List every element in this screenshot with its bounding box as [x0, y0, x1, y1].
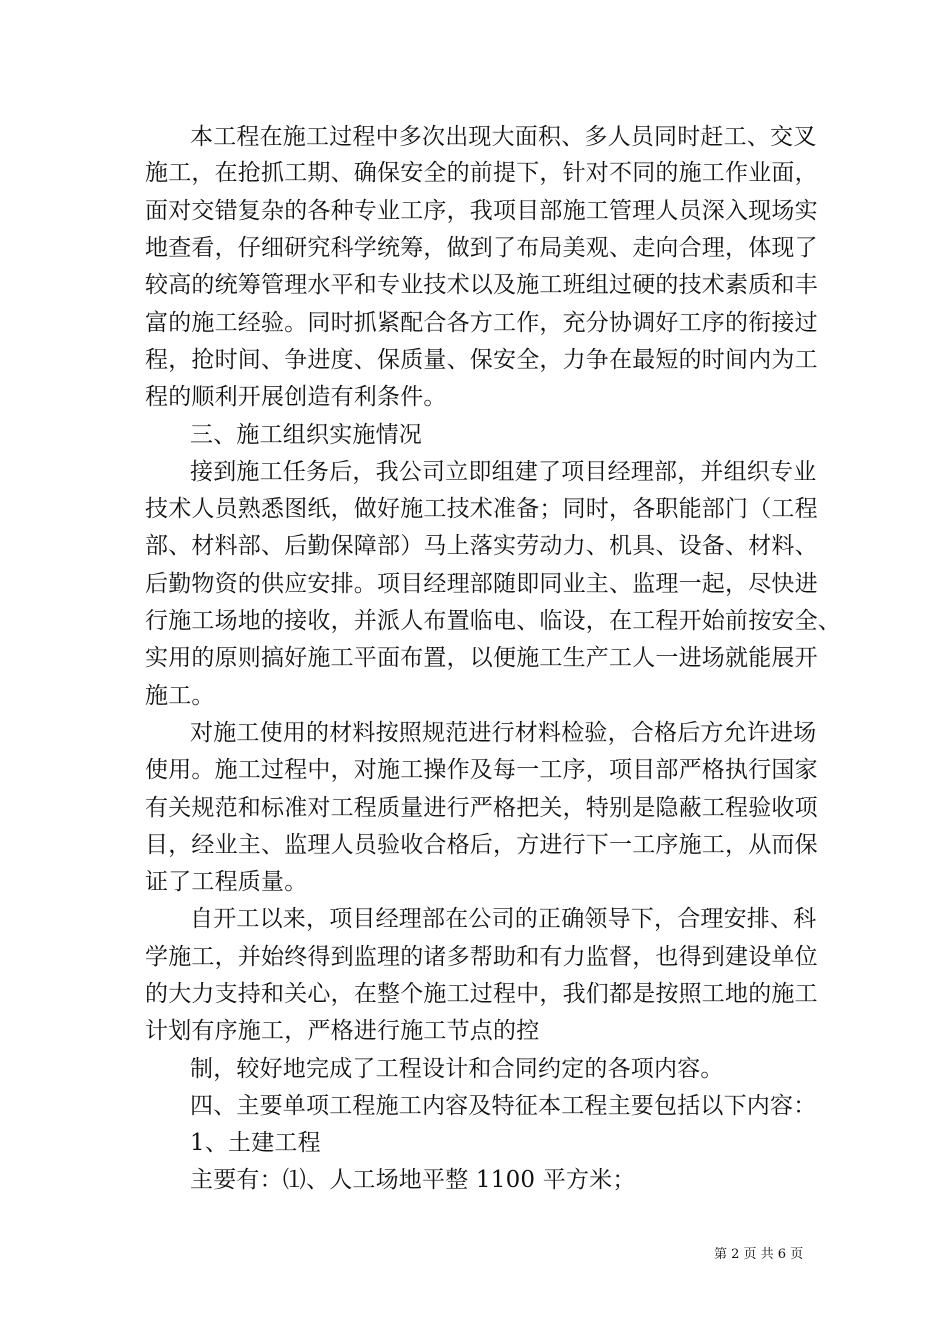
- page-number: 第 2 页 共 6 页: [714, 1247, 804, 1262]
- body-text-line: 自开工以来，项目经理部在公司的正确领导下，合理安排、科: [190, 906, 817, 932]
- body-text-line: 有关规范和标准对工程质量进行严格把关，特别是隐蔽工程验收项: [145, 795, 818, 821]
- body-text-line: 部、材料部、后勤保障部）马上落实劳动力、机具、设备、材料、: [145, 533, 818, 559]
- body-text-line: 使用。施工过程中，对施工操作及每一工序，项目部严格执行国家: [145, 757, 818, 783]
- body-text-line: 的大力支持和关心，在整个施工过程中，我们都是按照工地的施工: [145, 981, 818, 1007]
- section-heading: 三、施工组织实施情况: [190, 422, 422, 448]
- body-text-line: 接到施工任务后，我公司立即组建了项目经理部，并组织专业: [190, 459, 817, 485]
- body-text-line: 技术人员熟悉图纸，做好施工技术准备；同时，各职能部门（工程: [145, 496, 818, 522]
- body-text-line: 学施工，并始终得到监理的诸多帮助和有力监督，也得到建设单位: [145, 944, 818, 970]
- body-text-line: 施工，在抢抓工期、确保安全的前提下，针对不同的施工作业面，: [145, 160, 818, 186]
- body-text-line: 制，较好地完成了工程设计和合同约定的各项内容。: [190, 1056, 724, 1082]
- section-heading: 四、主要单项工程施工内容及特征本工程主要包括以下内容：: [190, 1093, 817, 1119]
- body-text-line: 证了工程质量。: [145, 869, 308, 895]
- body-text-line: 对施工使用的材料按照规范进行材料检验，合格后方允许进场: [190, 720, 817, 746]
- body-text-line: 较高的统筹管理水平和专业技术以及施工班组过硬的技术素质和丰: [145, 272, 818, 298]
- body-text-line: 面对交错复杂的各种专业工序，我项目部施工管理人员深入现场实: [145, 198, 818, 224]
- body-text-line: 后勤物资的供应安排。项目经理部随即同业主、监理一起，尽快进: [145, 571, 818, 597]
- body-text-line: 程，抢时间、争进度、保质量、保安全，力争在最短的时间内为工: [145, 347, 818, 373]
- body-text-line: 地查看，仔细研究科学统筹，做到了布局美观、走向合理，体现了: [145, 235, 818, 261]
- body-text-line: 本工程在施工过程中多次出现大面积、多人员同时赶工、交叉: [190, 124, 817, 150]
- body-text-line: 施工。: [145, 683, 215, 709]
- subsection-heading: 1、土建工程: [190, 1130, 321, 1156]
- body-text-line: 程的顺利开展创造有利条件。: [145, 384, 447, 410]
- body-text-line: 实用的原则搞好施工平面布置，以便施工生产工人一进场就能展开: [145, 645, 818, 671]
- body-text-line: 计划有序施工，严格进行施工节点的控: [145, 1018, 540, 1044]
- body-text-line: 富的施工经验。同时抓紧配合各方工作，充分协调好工序的衔接过: [145, 310, 818, 336]
- body-text-line: 行施工场地的接收，并派人布置临电、临设，在工程开始前按安全、: [145, 608, 841, 634]
- body-text-line: 目，经业主、监理人员验收合格后，方进行下一工序施工，从而保: [145, 832, 818, 858]
- body-text-line: 主要有：⑴、人工场地平整 1100 平方米；: [190, 1167, 636, 1193]
